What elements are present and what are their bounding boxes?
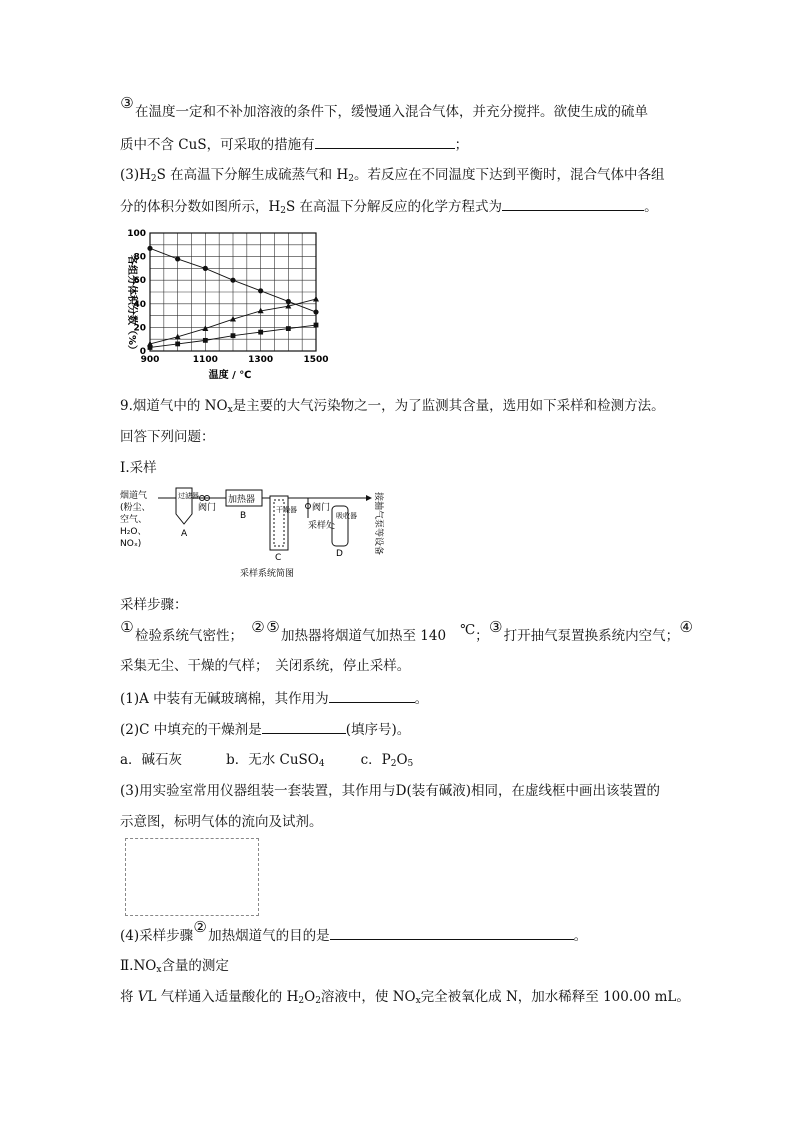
steps-line2: 采集无尘、干燥的气样； 关闭系统，停止采样。 [120, 658, 411, 674]
data-point-circle [203, 266, 208, 271]
data-point-square [203, 338, 208, 343]
y-tick-label: 20 [133, 323, 146, 334]
data-point-square [314, 323, 319, 328]
y-tick-label: 80 [133, 252, 146, 263]
svg-text:烟道气: 烟道气 [120, 491, 148, 501]
data-point-circle [175, 256, 180, 261]
data-point-circle [258, 288, 263, 293]
svg-text:D: D [336, 549, 343, 559]
data-point-circle [147, 246, 152, 251]
section-2-title: $Ⅱ.NO_x$含量的测定 [120, 958, 229, 975]
pump-label: 接抽气泵等设备 [373, 492, 383, 556]
data-point-triangle [313, 296, 319, 302]
question-9-line2: 回答下列问题： [120, 429, 215, 445]
x-tick-label: 1500 [303, 355, 329, 365]
answer-blank-4[interactable] [330, 925, 574, 940]
circled-number: ③ [120, 94, 134, 112]
equation-blank[interactable] [502, 196, 644, 211]
volume-fraction-chart [112, 225, 332, 385]
svg-text:A: A [181, 529, 188, 539]
answer-blank-1[interactable] [329, 688, 415, 703]
sub-question-4: (4)采样步骤②加热烟道气的目的是 。 [120, 918, 588, 944]
paragraph-3-line1: ③在温度一定和不补加溶液的条件下，缓慢通入混合气体，并充分搅拌。欲使生成的硫单 [120, 94, 648, 120]
data-point-square [258, 330, 263, 335]
x-tick-label: 900 [140, 355, 160, 365]
svg-text:(粉尘、: (粉尘、 [120, 503, 151, 513]
svg-text:过滤器: 过滤器 [178, 492, 199, 500]
question-3-line2: 分的体积分数如图所示，$H_2S$ 在高温下分解反应的化学方程式为 。 [120, 196, 658, 221]
section-1-title: Ⅰ.采样 [120, 460, 157, 476]
svg-text:NOₓ): NOₓ) [120, 539, 142, 549]
diagram-caption: 采样系统简图 [240, 569, 295, 579]
data-point-circle [230, 278, 235, 283]
svg-text:干燥器: 干燥器 [276, 506, 297, 514]
svg-text:阀门: 阀门 [312, 503, 331, 513]
section-2-line1: 将 VL 气样通入适量酸化的 $H_2O_2$溶液中，使 $NO_x$完全被氧化成 N，加水稀释至 100.00 mL。 [120, 989, 690, 1006]
data-point-square [231, 333, 236, 338]
data-point-square [286, 326, 291, 331]
svg-text:吸收器: 吸收器 [336, 512, 357, 520]
svg-text:C: C [275, 553, 282, 563]
sub-question-3-line1: (3)用实验室常用仪器组装一套装置，其作用与D(装有碱液)相同，在虚线框中画出该装置的 [120, 783, 660, 799]
svg-text:采样处: 采样处 [308, 521, 336, 531]
sub-question-2: (2)C 中填充的干燥剂是 (填序号)。 [120, 719, 410, 740]
chart-plot [127, 229, 328, 365]
x-tick-label: 1300 [248, 355, 274, 365]
steps-title: 采样步骤： [120, 597, 188, 613]
question-3-line1: $(3)H_2S$ 在高温下分解生成硫蒸气和 $H_2$。若反应在不同温度下达到平衡时，混合气体中各组 [120, 167, 665, 184]
svg-text:阀门: 阀门 [198, 503, 217, 513]
valve-2 [306, 498, 336, 531]
options-line: a．碱石灰 b．无水 CuSO$_4$ c．$P_2O_5$ [120, 752, 414, 769]
answer-blank[interactable] [315, 134, 455, 149]
answer-blank-2[interactable] [262, 719, 346, 734]
sub-question-1: (1)A 中装有无碱玻璃棉，其作用为 。 [120, 688, 428, 709]
heater-b [226, 490, 262, 521]
svg-text:B: B [240, 511, 247, 521]
gas-source-label [120, 489, 151, 549]
dryer-c [270, 496, 297, 563]
question-9-line1: 9.烟道气中的 $NO_x$是主要的大气污染物之一，为了监测其含量，选用如下采样和检测方法。 [120, 398, 665, 415]
filter-a [176, 488, 199, 539]
absorber-d [332, 506, 357, 559]
data-point-square [148, 345, 153, 350]
drawing-area[interactable] [125, 838, 259, 916]
steps-line1: ①检验系统气密性； ② ⑤加热器将烟道气加热至 140 ℃；③打开抽气泵置换系统内空气；④ [120, 618, 693, 644]
paragraph-3-line2: 质中不含 CuS，可采取的措施有 ； [120, 134, 468, 155]
y-tick-label: 100 [127, 229, 146, 239]
svg-text:加热器: 加热器 [228, 495, 256, 505]
y-tick-label: 40 [133, 299, 146, 310]
data-point-square [175, 342, 180, 347]
x-axis-label: 温度 / ℃ [208, 370, 252, 381]
y-axis-label: 各组分体积分数（%） [126, 254, 137, 356]
x-tick-label: 1100 [192, 355, 218, 365]
svg-text:H₂O、: H₂O、 [120, 527, 147, 537]
svg-text:空气、: 空气、 [120, 515, 148, 525]
data-point-circle [313, 309, 318, 314]
y-tick-label: 60 [133, 276, 146, 287]
sampling-system-diagram [118, 484, 398, 582]
sub-question-3-line2: 示意图，标明气体的流向及试剂。 [120, 814, 323, 830]
y-tick-label: 0 [139, 347, 146, 357]
